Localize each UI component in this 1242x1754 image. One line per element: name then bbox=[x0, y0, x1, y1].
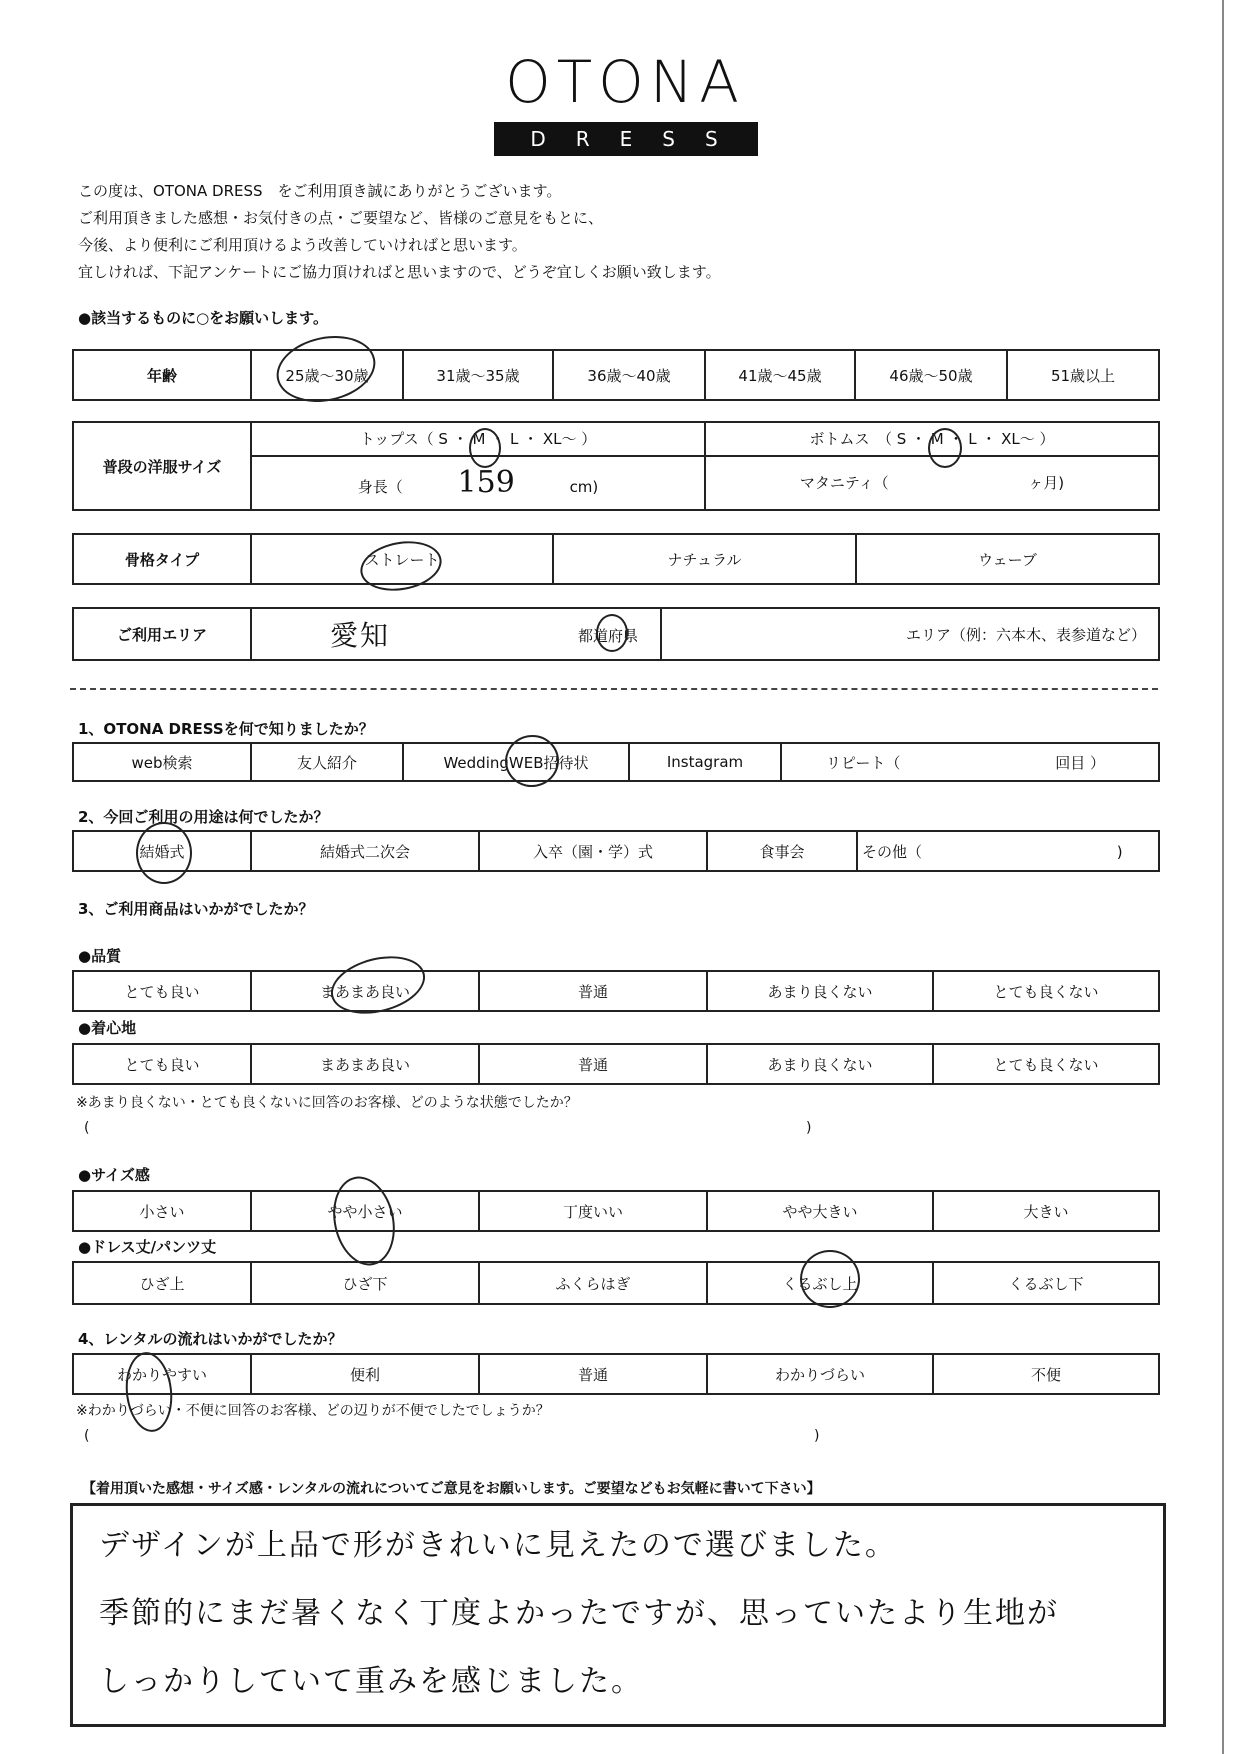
intro-line: この度は、OTONA DRESS をご利用頂き誠にありがとうございます。 bbox=[78, 182, 562, 200]
q1-option[interactable]: 友人紹介 bbox=[251, 743, 403, 781]
q4-title: 4、レンタルの流れはいかがでしたか？ bbox=[78, 1330, 343, 1348]
q4-note: ※わかりづらい・不便に回答のお客様、どの辺りが不便でしたでしょうか？ bbox=[76, 1403, 550, 1419]
q4-table bbox=[72, 1353, 1160, 1395]
selection-circle bbox=[469, 428, 501, 468]
length-option[interactable]: くるぶし上 bbox=[707, 1262, 933, 1304]
selection-circle bbox=[136, 822, 192, 884]
comfort-table bbox=[72, 1043, 1160, 1085]
q4-answer-close: ) bbox=[814, 1428, 820, 1444]
q1-option[interactable]: Instagram bbox=[629, 743, 781, 781]
area-example: エリア（例：六本木、表参道など） bbox=[905, 625, 1146, 644]
intro-line: ご利用頂きました感想・お気付きの点・ご要望など、皆様のご意見をもとに、 bbox=[78, 209, 604, 227]
fit-option[interactable]: やや小さい bbox=[251, 1191, 479, 1231]
quality-option[interactable]: とても良くない bbox=[933, 971, 1159, 1011]
q1-option[interactable]: WeddingWEB招待状 bbox=[403, 743, 629, 781]
size-table bbox=[72, 421, 1160, 511]
age-option[interactable]: 46歳～50歳 bbox=[855, 350, 1007, 400]
fit-table bbox=[72, 1190, 1160, 1232]
age-option[interactable]: 25歳～30歳 bbox=[251, 350, 403, 400]
prefecture-handwritten: 愛知 bbox=[330, 619, 391, 652]
q2-table bbox=[72, 830, 1160, 872]
comment-box[interactable] bbox=[70, 1503, 1166, 1727]
q3-title: 3、ご利用商品はいかがでしたか？ bbox=[78, 900, 314, 918]
frame-option[interactable]: ウェーブ bbox=[856, 534, 1159, 584]
intro-text bbox=[78, 178, 721, 286]
quality-option[interactable]: あまり良くない bbox=[707, 971, 933, 1011]
selection-circle bbox=[596, 614, 628, 652]
length-label: ●ドレス丈/パンツ丈 bbox=[78, 1238, 217, 1256]
instruction-label: ●該当するものに○をお願いします。 bbox=[78, 309, 328, 327]
q2-option[interactable]: 結婚式 bbox=[73, 831, 251, 871]
other-prefix: その他（ bbox=[862, 842, 923, 861]
fit-option[interactable]: やや大きい bbox=[707, 1191, 933, 1231]
comfort-option[interactable]: とても良い bbox=[73, 1044, 251, 1084]
maternity-field[interactable] bbox=[705, 456, 1159, 510]
repeat-prefix: リピート（ bbox=[826, 753, 901, 772]
q2-option[interactable]: 結婚式二次会 bbox=[251, 831, 479, 871]
comfort-option[interactable]: とても良くない bbox=[933, 1044, 1159, 1084]
intro-line: 今後、より便利にご利用頂けるよう改善していければと思います。 bbox=[78, 236, 527, 254]
fit-option[interactable]: 丁度いい bbox=[479, 1191, 707, 1231]
q4-option[interactable]: わかりづらい bbox=[707, 1354, 933, 1394]
maternity-suffix: ヶ月) bbox=[1028, 474, 1065, 493]
fit-option[interactable]: 小さい bbox=[73, 1191, 251, 1231]
age-option[interactable]: 51歳以上 bbox=[1007, 350, 1159, 400]
q1-option[interactable]: web検索 bbox=[73, 743, 251, 781]
page-edge-line bbox=[1222, 0, 1224, 1754]
selection-circle bbox=[325, 1171, 402, 1272]
frame-option[interactable]: ストレート bbox=[251, 534, 553, 584]
tops-size-options[interactable]: トップス（ S ・ M ・ L ・ XL～ ） bbox=[251, 422, 705, 456]
area-field[interactable] bbox=[661, 608, 1159, 660]
q4-option[interactable]: 便利 bbox=[251, 1354, 479, 1394]
intro-line: 宜しければ、下記アンケートにご協力頂ければと思いますので、どうぞ宜しくお願い致します。 bbox=[78, 263, 721, 281]
q4-option[interactable]: わかりやすい bbox=[73, 1354, 251, 1394]
q4-option[interactable]: 不便 bbox=[933, 1354, 1159, 1394]
comfort-note: ※あまり良くない・とても良くないに回答のお客様、どのような状態でしたか？ bbox=[76, 1095, 578, 1111]
selection-circle bbox=[501, 731, 563, 792]
quality-table bbox=[72, 970, 1160, 1012]
fit-option[interactable]: 大きい bbox=[933, 1191, 1159, 1231]
area-label: ご利用エリア bbox=[73, 608, 251, 660]
other-suffix: ) bbox=[1116, 842, 1123, 861]
comfort-answer-close: ) bbox=[806, 1120, 812, 1136]
length-option[interactable]: ひざ上 bbox=[73, 1262, 251, 1304]
q2-option[interactable]: 食事会 bbox=[707, 831, 857, 871]
section-divider bbox=[70, 688, 1158, 690]
repeat-suffix: 回目 ） bbox=[1055, 753, 1105, 772]
comment-line: しっかりしていて重みを感じました。 bbox=[99, 1664, 643, 1699]
size-label: 普段の洋服サイズ bbox=[73, 422, 251, 510]
quality-option[interactable]: 普通 bbox=[479, 971, 707, 1011]
quality-option[interactable]: とても良い bbox=[73, 971, 251, 1011]
age-table bbox=[72, 349, 1160, 401]
quality-label: ●品質 bbox=[78, 947, 122, 965]
comment-line: デザインが上品で形がきれいに見えたので選びました。 bbox=[99, 1528, 897, 1563]
maternity-prefix: マタニティ（ bbox=[799, 474, 889, 493]
comment-line: 季節的にまだ暑くなく丁度よかったですが、思っていたより生地が bbox=[99, 1596, 1059, 1631]
age-option[interactable]: 31歳～35歳 bbox=[403, 350, 553, 400]
comfort-answer-open: ( bbox=[84, 1120, 90, 1136]
age-option[interactable]: 36歳～40歳 bbox=[553, 350, 705, 400]
q4-option[interactable]: 普通 bbox=[479, 1354, 707, 1394]
quality-option[interactable]: まあまあ良い bbox=[251, 971, 479, 1011]
frame-label: 骨格タイプ bbox=[73, 534, 251, 584]
prefecture-suffix: 都道府県 bbox=[577, 627, 638, 645]
fit-label: ●サイズ感 bbox=[78, 1166, 150, 1184]
length-option[interactable]: ひざ下 bbox=[251, 1262, 479, 1304]
height-handwritten: 159 bbox=[457, 465, 515, 501]
comfort-option[interactable]: まあまあ良い bbox=[251, 1044, 479, 1084]
bottoms-size-options[interactable]: ボトムス （ S ・ M ・ L ・ XL～ ） bbox=[705, 422, 1159, 456]
selection-circle bbox=[800, 1250, 860, 1308]
comment-heading: 【着用頂いた感想・サイズ感・レンタルの流れについてご意見をお願いします。ご要望などもお気軽に書いて下さい】 bbox=[82, 1481, 821, 1497]
q2-title: 2、今回ご利用の用途は何でしたか？ bbox=[78, 808, 329, 826]
logo-wordmark: OTONA bbox=[505, 48, 745, 116]
q1-title: 1、OTONA DRESSを何で知りましたか？ bbox=[78, 720, 374, 738]
frame-option[interactable]: ナチュラル bbox=[553, 534, 856, 584]
q1-table bbox=[72, 742, 1160, 782]
length-option[interactable]: ふくらはぎ bbox=[479, 1262, 707, 1304]
selection-circle bbox=[928, 428, 962, 468]
q2-option-other[interactable] bbox=[857, 831, 1159, 871]
height-suffix: cm) bbox=[569, 478, 599, 497]
height-prefix: 身長（ bbox=[357, 478, 403, 497]
length-table bbox=[72, 1261, 1160, 1305]
q4-answer-open: ( bbox=[84, 1428, 90, 1444]
age-option[interactable]: 41歳～45歳 bbox=[705, 350, 855, 400]
comfort-option[interactable]: あまり良くない bbox=[707, 1044, 933, 1084]
q2-option[interactable]: 入卒（園・学）式 bbox=[479, 831, 707, 871]
comfort-label: ●着心地 bbox=[78, 1019, 137, 1037]
frame-table bbox=[72, 533, 1160, 585]
comfort-option[interactable]: 普通 bbox=[479, 1044, 707, 1084]
q1-option-repeat[interactable] bbox=[781, 743, 1159, 781]
age-label: 年齢 bbox=[73, 350, 251, 400]
logo-subbar: DRESS bbox=[494, 122, 758, 156]
length-option[interactable]: くるぶし下 bbox=[933, 1262, 1159, 1304]
